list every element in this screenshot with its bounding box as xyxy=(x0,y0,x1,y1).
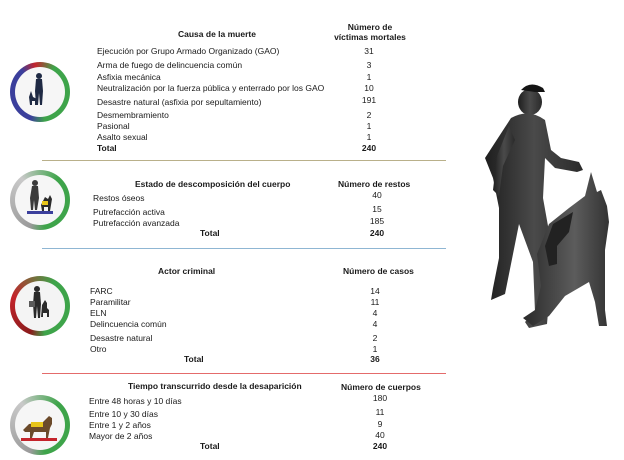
section1-row-value: 1 xyxy=(366,132,372,142)
section1-row-label: Pasional xyxy=(97,121,130,131)
section4-row-label: Entre 1 y 2 años xyxy=(89,420,151,430)
section4-row-value: 180 xyxy=(372,393,388,403)
section1-row-label: Desastre natural (asfixia por sepultamiento) xyxy=(97,97,262,107)
section4-row-value: 9 xyxy=(377,419,383,429)
section3-row-value: 4 xyxy=(372,308,378,318)
section3-row-value: 1 xyxy=(372,344,378,354)
section2-total-value: 240 xyxy=(369,228,385,238)
section4-value-header: Número de cuerpos xyxy=(341,382,421,392)
section3-row-value: 2 xyxy=(372,333,378,343)
section2-value-header: Número de restos xyxy=(338,179,411,189)
section2-row-label: Putrefacción activa xyxy=(93,207,165,217)
section3-row-value: 4 xyxy=(372,319,378,329)
section1-row-value: 3 xyxy=(366,60,372,70)
divider-1 xyxy=(42,160,446,161)
divider-3 xyxy=(42,373,446,374)
section3-row-label: Paramilitar xyxy=(90,297,131,307)
section1-row-label: Ejecución por Grupo Armado Organizado (GAO) xyxy=(97,46,280,56)
section4-row-label: Entre 10 y 30 días xyxy=(89,409,158,419)
section4-row-value: 40 xyxy=(375,430,385,440)
section3-total-value: 36 xyxy=(370,354,380,364)
dog-search-medallion xyxy=(10,170,70,230)
section1-row-label: Asalto sexual xyxy=(97,132,148,142)
section2-row-value: 40 xyxy=(372,190,382,200)
section1-row-label: Asfixia mecánica xyxy=(97,72,161,82)
divider-2 xyxy=(42,248,446,249)
section3-row-value: 14 xyxy=(370,286,380,296)
section2-row-label: Putrefacción avanzada xyxy=(93,218,180,228)
section1-row-value: 2 xyxy=(366,110,372,120)
section3-row-value: 11 xyxy=(370,297,380,307)
section2-total-label: Total xyxy=(200,228,220,238)
handler-with-dog-icon xyxy=(15,67,65,117)
section3-row-label: Otro xyxy=(90,344,107,354)
section2-row-value: 15 xyxy=(372,204,382,214)
section4-total-value: 240 xyxy=(372,441,388,451)
section2-title: Estado de descomposición del cuerpo xyxy=(135,179,291,189)
section1-row-label: Arma de fuego de delincuencia común xyxy=(97,60,243,70)
section1-row-value: 191 xyxy=(361,95,377,105)
soldier-with-dog-icon xyxy=(15,281,65,331)
handler-and-dog-illustration xyxy=(455,78,620,378)
section3-row-label: FARC xyxy=(90,286,113,296)
section4-row-label: Mayor de 2 años xyxy=(89,431,153,441)
section1-row-value: 1 xyxy=(366,121,372,131)
section3-title: Actor criminal xyxy=(158,266,216,276)
section1-title: Causa de la muerte xyxy=(178,29,256,39)
section1-row-value: 1 xyxy=(366,72,372,82)
section1-total-value: 240 xyxy=(361,143,377,153)
criminal-actor-medallion xyxy=(10,276,70,336)
section1-row-value: 31 xyxy=(364,46,374,56)
section1-value-header xyxy=(330,22,410,42)
section4-total-label: Total xyxy=(200,441,220,451)
section1-value-header-line1: Número de xyxy=(347,22,393,32)
handler-with-search-dog-icon xyxy=(15,175,65,225)
section3-value-header: Número de casos xyxy=(343,266,414,276)
section2-row-value: 185 xyxy=(369,216,385,226)
section1-value-header-line2: víctimas mortales xyxy=(334,32,406,42)
time-elapsed-medallion xyxy=(10,395,70,455)
section4-title: Tiempo transcurrido desde la desaparición xyxy=(128,381,302,391)
section1-row-value: 10 xyxy=(364,83,374,93)
section4-row-label: Entre 48 horas y 10 días xyxy=(89,396,182,406)
handler-dog-medallion xyxy=(10,62,70,122)
section3-total-label: Total xyxy=(184,354,204,364)
section1-row-label: Desmembramiento xyxy=(97,110,169,120)
section3-row-label: Delincuencia común xyxy=(90,319,167,329)
section1-total-label: Total xyxy=(97,143,117,153)
section1-row-label: Neutralización por la fuerza pública y enterrado por los GAO xyxy=(97,83,325,93)
section3-row-label: ELN xyxy=(90,308,107,318)
section2-row-label: Restos óseos xyxy=(93,193,145,203)
section3-row-label: Desastre natural xyxy=(90,333,153,343)
section4-row-value: 11 xyxy=(375,407,385,417)
search-dog-icon xyxy=(15,400,65,450)
